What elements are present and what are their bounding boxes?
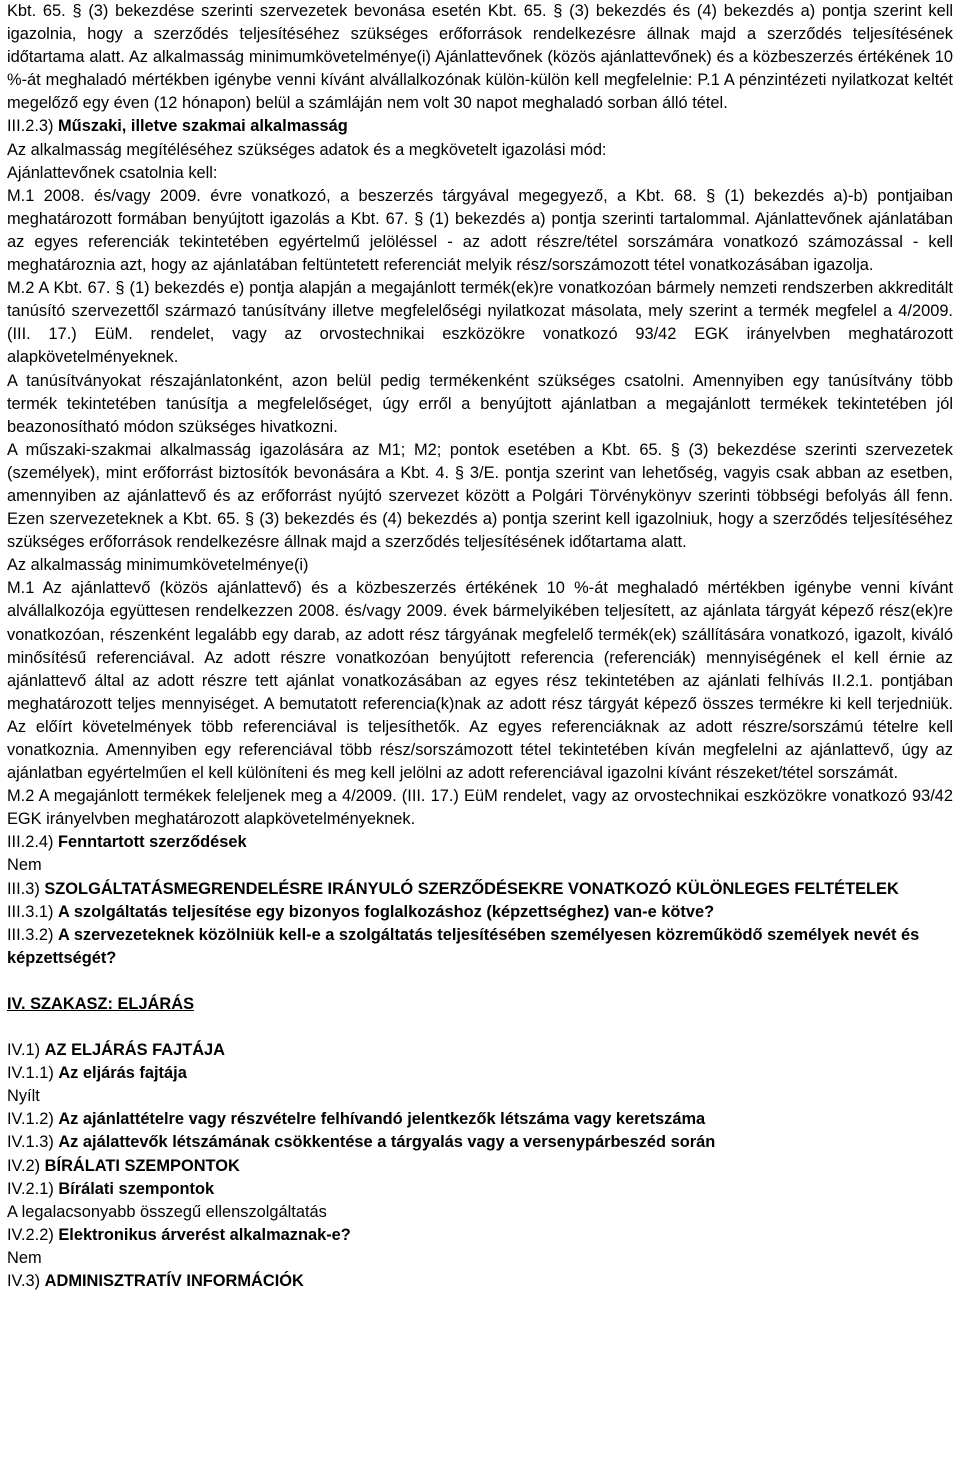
heading-number: IV.1) bbox=[7, 1041, 41, 1060]
section-heading bbox=[7, 115, 953, 138]
blank-line bbox=[7, 970, 953, 993]
body-paragraph: Nem bbox=[7, 856, 42, 875]
heading-number: III.3) bbox=[7, 879, 40, 898]
heading-title: Műszaki, illetve szakmai alkalmasság bbox=[58, 117, 348, 136]
section-title: IV. SZAKASZ: ELJÁRÁS bbox=[7, 994, 195, 1013]
heading-title: AZ ELJÁRÁS FAJTÁJA bbox=[44, 1041, 225, 1060]
heading-title: Az eljárás fajtája bbox=[58, 1064, 187, 1083]
heading-title: Elektronikus árverést alkalmaznak-e? bbox=[58, 1225, 351, 1244]
heading-number: IV.2) bbox=[7, 1156, 41, 1175]
heading-number: III.3.2) bbox=[7, 925, 54, 944]
section-heading bbox=[7, 1131, 953, 1154]
heading-number: IV.1.3) bbox=[7, 1133, 54, 1152]
body-paragraph: M.2 A Kbt. 67. § (1) bekezdés e) pontja alapján a megajánlott termék(ek)re vonatkozóan bármely nemzeti rendszerben akkreditált tanúsító szervezettől származó tanúsítvány illetve megfelelőségi nyilatkozat másolata, mely szerint a termék megfelel a 4/2009. (III. 17.) EüM. rendelet, vagy az orvostechnikai eszközökre vonatkozó 93/42 EGK irányelvben meghatározott alapkövetelményeknek. bbox=[7, 279, 953, 367]
section-heading bbox=[7, 878, 953, 901]
body-paragraph: Az alkalmasság minimumkövetelménye(i) bbox=[7, 556, 309, 575]
heading-number: IV.1.2) bbox=[7, 1110, 54, 1129]
heading-number: IV.2.2) bbox=[7, 1225, 54, 1244]
section-heading bbox=[7, 1224, 953, 1247]
heading-title: SZOLGÁLTATÁSMEGRENDELÉSRE IRÁNYULÓ SZERZŐDÉSEKRE VONATKOZÓ KÜLÖNLEGES FELTÉTELEK bbox=[44, 879, 899, 898]
body-paragraph: Kbt. 65. § (3) bekezdése szerinti szervezetek bevonása esetén Kbt. 65. § (3) bekezdés és (4) bekezdés a) pontja szerint kell igazolnia, hogy a szerződés teljesítéséhez szükséges erőforrások rendelkezésre állnak majd a szerződés teljesítésének időtartama alatt. Az alkalmasság minimumkövetelménye(i) Ajánlattevőnek (közös ajánlattevőnek) és a közbeszerzés értékének 10 %-át meghaladó mértékben igénybe venni kívánt alvállalkozónak külön-külön kell megfelelnie: P.1 A pénzintézeti nyilatkozat keltét megelőző egy éven (12 hónapon) belül a számláján nem volt 30 napot meghaladó sorban álló tétel. bbox=[7, 2, 953, 113]
body-paragraph: A műszaki-szakmai alkalmasság igazolására az M1; M2; pontok esetében a Kbt. 65. § (3) bekezdése szerinti szervezetek (személyek), mint erőforrást biztosítók bevonására a Kbt. 4. § 3/E. pontja szerint van lehetőség, vagyis csak abban az esetben, amennyiben az ajánlattevő és az erőforrást nyújtó szervezet között a Polgári Törvénykönyv szerinti többségi befolyás áll fenn. Ezen szervezeteknek a Kbt. 65. § (3) bekezdés és (4) bekezdés a) pontja szerint kell igazolniuk, hogy a szerződés teljesítéséhez szükséges erőforrások rendelkezésre állnak majd a szerződés teljesítésének időtartama alatt. bbox=[7, 440, 953, 552]
body-paragraph: Nyílt bbox=[7, 1087, 40, 1106]
body-paragraph: M.2 A megajánlott termékek feleljenek meg a 4/2009. (III. 17.) EüM rendelet, vagy az orvostechnikai eszközökre vonatkozó 93/42 EGK irányelvben meghatározott alapkövetelményeknek. bbox=[7, 787, 953, 829]
document-page bbox=[7, 0, 953, 1293]
section-heading bbox=[7, 924, 953, 970]
heading-number: III.3.1) bbox=[7, 902, 54, 921]
body-paragraph: M.1 Az ajánlattevő (közös ajánlattevő) és a közbeszerzés értékének 10 %-át meghaladó mértékben igénybe venni kívánt alvállalkozója együttesen rendelkezzen 2008. és/vagy 2009. évek bármelyikében teljesített, az ajánlata tárgyát képező rész(ek)re vonatkozóan, részenként legalább egy darab, az adott rész tárgyának megfelelő termék(ek) szállítására vonatkozó, igazolt, kiváló minősítésű referenciával. Az adott részre vonatkozóan benyújtott referencia (referenciák) mennyiségének el kell érnie az ajánlattevő által az adott részre tett ajánlat vonatkozásában az egyes rész tekintetében az ajánlati felhívás II.2.1. pontjában meghatározott teljes mennyiséget. A bemutatott referencia(k)nak az adott rész tárgyát képező összes termékre ki kell terjedniük. Az előírt követelmények több referenciával is teljesíthetők. Az egyes referenciáknak az adott részre/sorszámú tételre kell vonatkoznia. Amennyiben egy referenciával több rész/sorszámozott tétel tekintetében kíván megfelelni az ajánlattevő, úgy az ajánlatban egyértelműen el kell különíteni és meg kell jelölni az adott referenciával igazolni kívánt részeket/tétel sorszámát. bbox=[7, 579, 953, 783]
heading-title: A szolgáltatás teljesítése egy bizonyos foglalkozáshoz (képzettséghez) van-e kötve? bbox=[58, 902, 715, 921]
heading-number: III.2.4) bbox=[7, 833, 54, 852]
heading-title: A szervezeteknek közölniük kell-e a szolgáltatás teljesítésében személyesen közreműködő személyek nevét és képzettségét? bbox=[7, 925, 920, 967]
section-heading bbox=[7, 901, 953, 924]
heading-title: Fenntartott szerződések bbox=[58, 833, 247, 852]
body-paragraph: Nem bbox=[7, 1248, 42, 1267]
section-heading bbox=[7, 1062, 953, 1085]
blank-line bbox=[7, 1016, 953, 1039]
heading-number: III.2.3) bbox=[7, 117, 54, 136]
heading-title: Az ajálattevők létszámának csökkentése a tárgyalás vagy a versenypárbeszéd során bbox=[58, 1133, 716, 1152]
heading-title: BÍRÁLATI SZEMPONTOK bbox=[44, 1156, 240, 1175]
body-paragraph: M.1 2008. és/vagy 2009. évre vonatkozó, a beszerzés tárgyával megegyező, a Kbt. 68. § (1) bekezdés a)-b) pontjaiban meghatározott formában benyújtott igazolás a Kbt. 67. § (1) bekezdés a) pontja szerinti tartalommal. Ajánlattevőnek ajánlatában az egyes referenciák tekintetében egyértelmű jelöléssel - az adott részre/tétel sorszámára vonatkozó számozással - kell meghatároznia azt, hogy az ajánlatában feltüntetett referenciát melyik rész/sorszámozott tétel vonatkozásában igazolja. bbox=[7, 186, 953, 275]
body-paragraph: Ajánlattevőnek csatolnia kell: bbox=[7, 163, 218, 182]
section-heading bbox=[7, 1039, 953, 1062]
section-heading bbox=[7, 1178, 953, 1201]
body-paragraph: A legalacsonyabb összegű ellenszolgáltatás bbox=[7, 1202, 327, 1221]
section-heading bbox=[7, 1270, 953, 1293]
heading-title: Az ajánlattételre vagy részvételre felhívandó jelentkezők létszáma vagy keretszáma bbox=[58, 1110, 706, 1129]
section-heading bbox=[7, 1108, 953, 1131]
heading-number: IV.3) bbox=[7, 1271, 41, 1290]
heading-number: IV.2.1) bbox=[7, 1179, 54, 1198]
heading-title: ADMINISZTRATÍV INFORMÁCIÓK bbox=[44, 1271, 304, 1290]
heading-number: IV.1.1) bbox=[7, 1064, 54, 1083]
body-paragraph: Az alkalmasság megítéléséhez szükséges adatok és a megkövetelt igazolási mód: bbox=[7, 140, 607, 159]
section-heading bbox=[7, 831, 953, 854]
section-heading bbox=[7, 1155, 953, 1178]
body-paragraph: A tanúsítványokat részajánlatonként, azon belül pedig termékenként szükséges csatolni. Amennyiben egy tanúsítvány több termék tekintetében tanúsítja a megfelelőséget, úgy erről a benyújtott ajánlatban a megajánlott termékek tekintetében jól beazonosítható módon szükséges hivatkozni. bbox=[7, 371, 953, 436]
heading-title: Bírálati szempontok bbox=[58, 1179, 215, 1198]
